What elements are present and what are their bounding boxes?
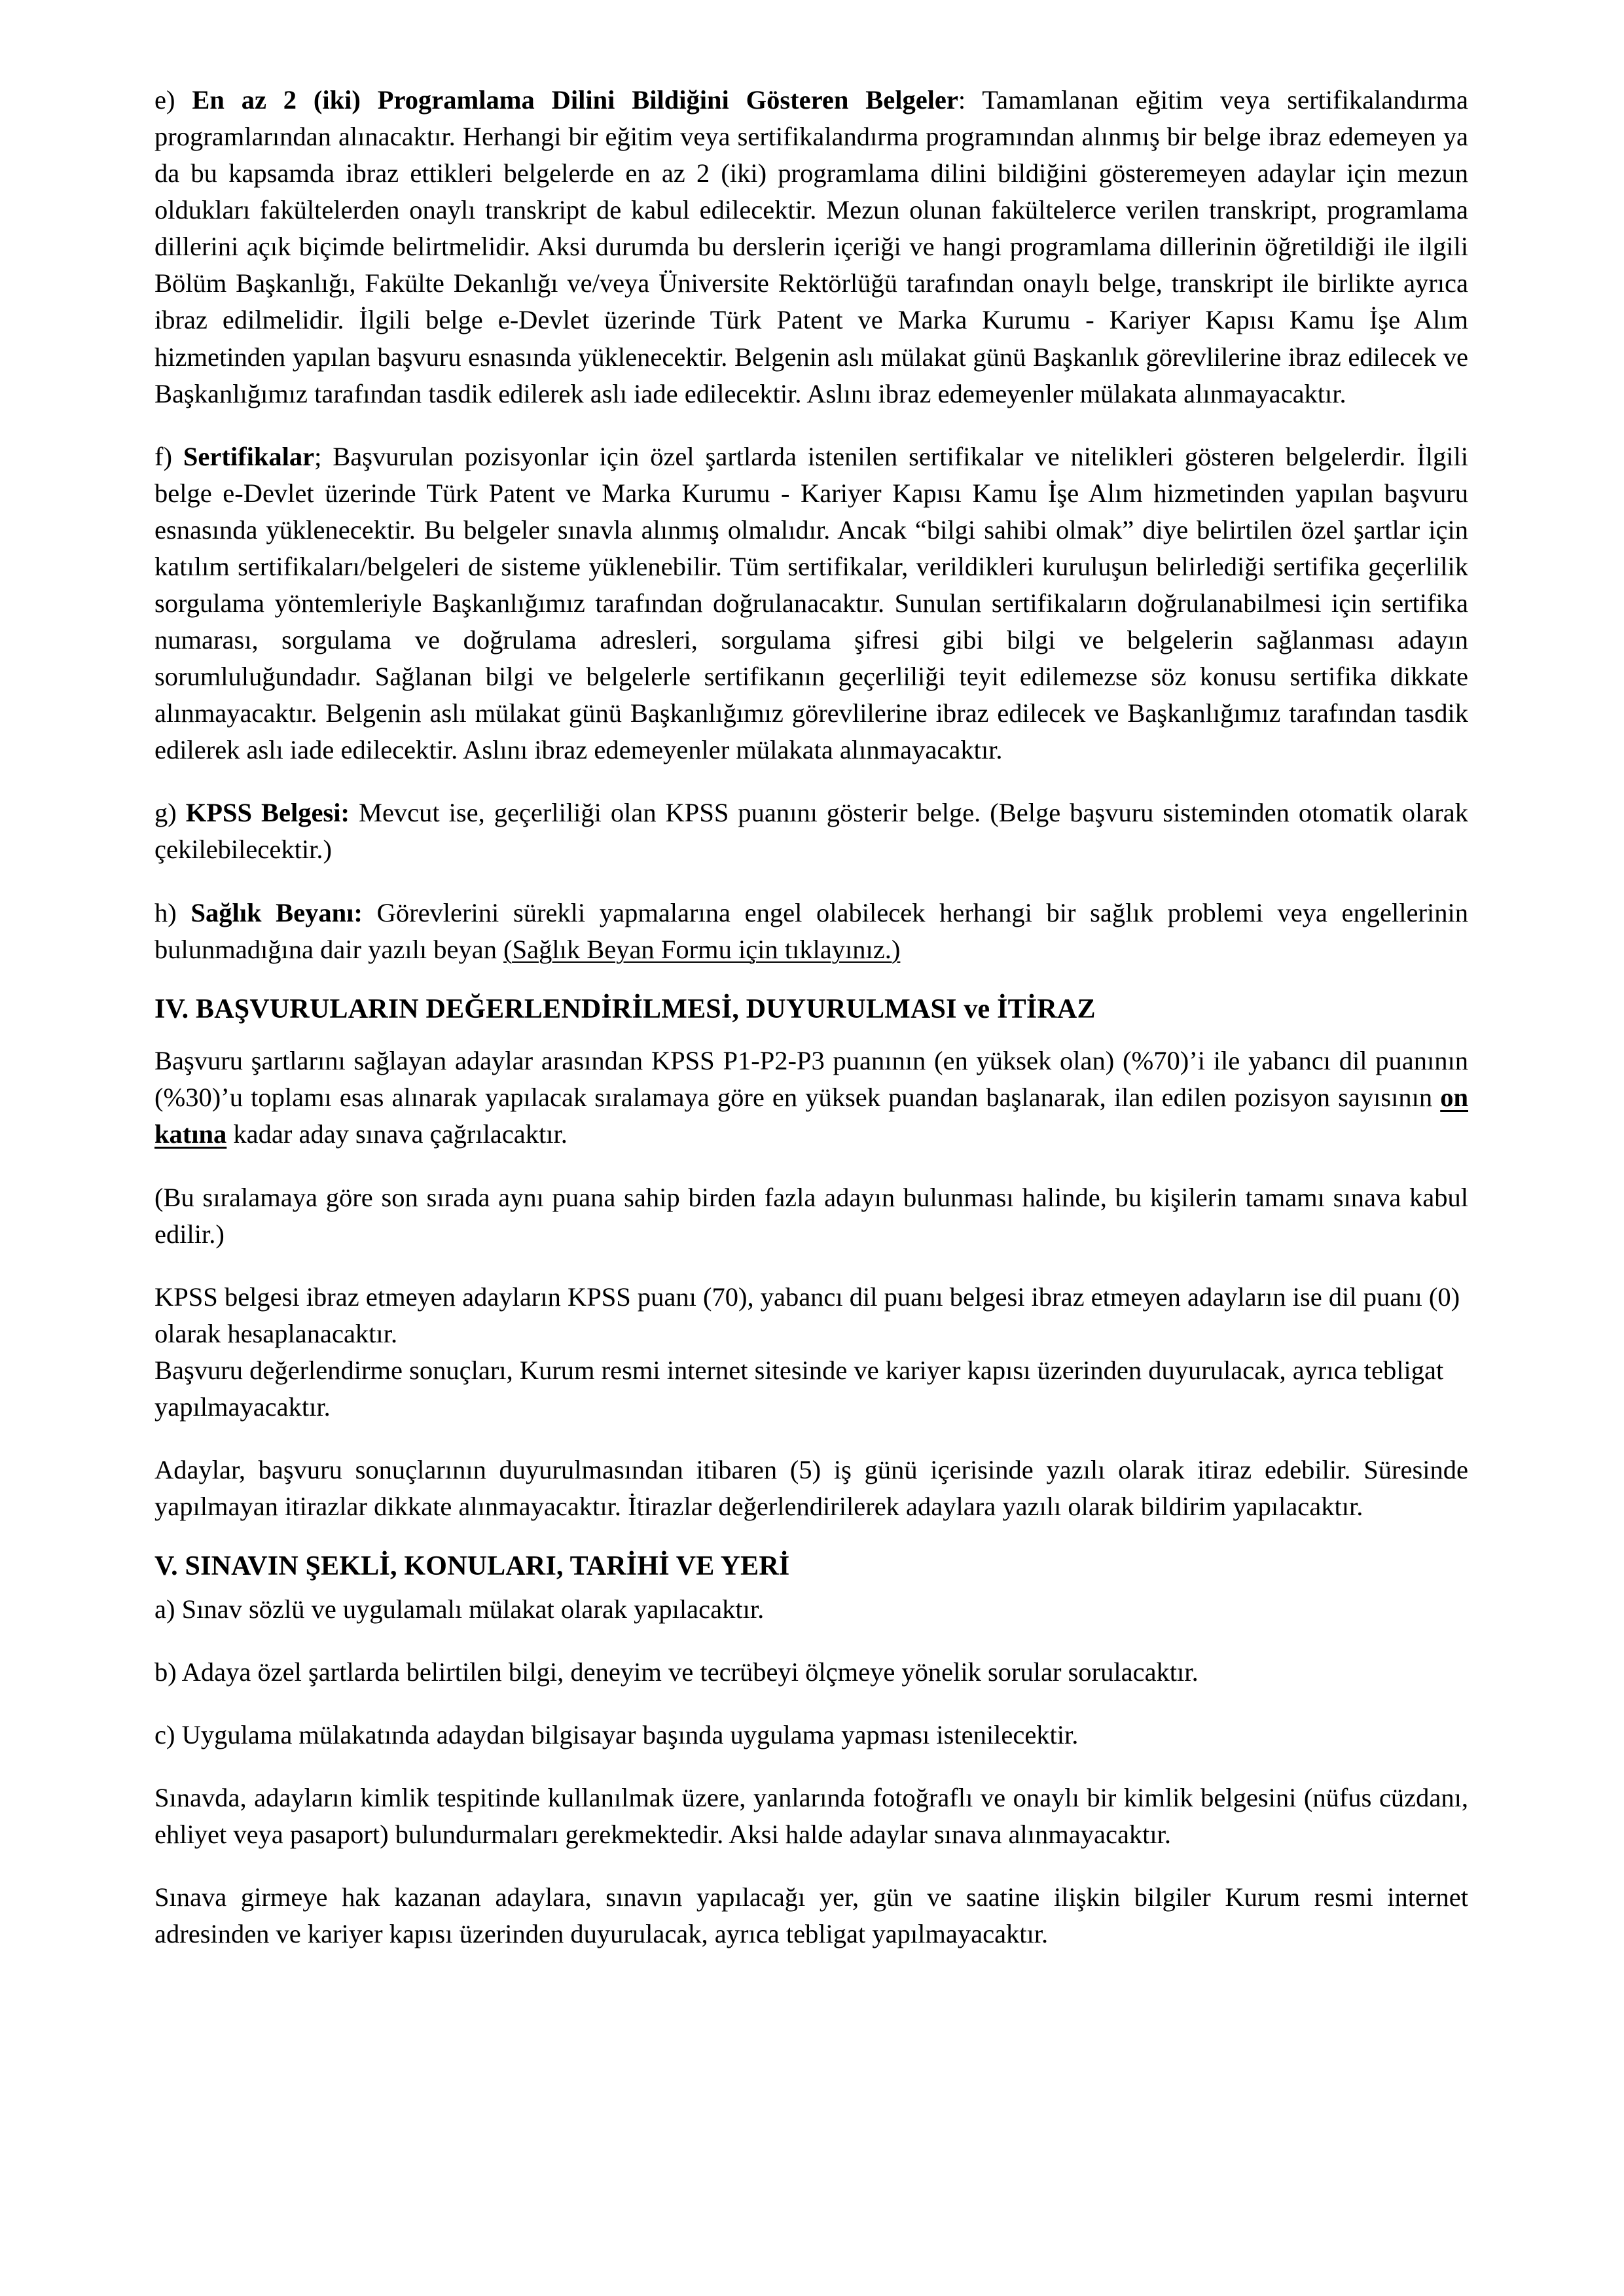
section-v-item-b: b) Adaya özel şartlarda belirtilen bilgi, deneyim ve tecrübeyi ölçmeye yönelik sorular sorulacaktır. [154,1657,1199,1687]
item-e-bold-lead: En az 2 (iki) Programlama Dilini Bildiğini Gösteren Belgeler [192,85,958,115]
item-e-body: : Tamamlanan eğitim veya sertifikalandırma programlarından alınacaktır. Herhangi bir eğitim veya sertifikalandırma programından alınmış bir belge ibraz edemeyen ya da bu kapsamda ibraz ettikleri belgelerde en az 2 (iki) programlama dilini bildiğini gösteremeyen adaylar için mezun oldukları fakültelerden onaylı transkript de kabul edilecektir. Mezun olunan fakültelerce verilen transkript, programlama dillerini açık biçimde belirtmelidir. Aksi durumda bu derslerin içeriği ve hangi programlama dillerinin öğretildiği ile ilgili Bölüm Başkanlığı, Fakülte Dekanlığı ve/veya Üniversite Rektörlüğü tarafından onaylı belge, transkript ile birlikte ayrıca ibraz edilmelidir. İlgili belge e-Devlet üzerinde Türk Patent ve Marka Kurumu - Kariyer Kapısı Kamu İşe Alım hizmetinden yapılan başvuru esnasında yüklenecektir. Belgenin aslı mülakat günü Başkanlık görevlilerine ibraz edilecek ve Başkanlığımız tarafından tasdik edilerek aslı iade edilecektir. Aslını ibraz edemeyenler mülakata alınmayacaktır. [154,85,1468,408]
spacer [154,1870,1468,1879]
section-iv-paragraph-2: (Bu sıralamaya göre son sırada aynı puana sahip birden fazla adayın bulunması halinde, bu kişilerin tamamı sınava kabul edilir.) [154,1182,1468,1249]
section-v-paragraph-2: Sınava girmeye hak kazanan adaylara, sınavın yapılacağı yer, gün ve saatine ilişkin bilgiler Kurum resmi internet adresinden ve kariyer kapısı üzerinden duyurulacak, ayrıca tebligat yapılmayacaktır. [154,1882,1468,1949]
spacer [154,1170,1468,1179]
section-iv-p1-before: Başvuru şartlarını sağlayan adaylar arasından KPSS P1-P2-P3 puanının (en yüksek olan) (%70)’i ile yabancı dil puanının (%30)’u toplamı esas alınarak yapılacak sıralamaya göre en yüksek puandan başlanarak, ilan edilen pozisyon sayısının [154,1046,1468,1113]
item-h-marker: h) [154,897,177,927]
item-h-bold-lead: Sağlık Beyanı: [190,897,363,927]
section-iv-paragraph-1 [154,1043,1468,1153]
spacer [154,1270,1468,1279]
section-heading-iv: IV. BAŞVURULARIN DEĞERLENDİRİLMESİ, DUYURULMASI ve İTİRAZ [154,994,1096,1024]
paragraph-item-e [154,82,1468,412]
item-g-body: Mevcut ise, geçerliliği olan KPSS puanını gösterir belge. (Belge başvuru sisteminden otomatik olarak çekilebilecektir.) [154,798,1469,865]
item-g-bold-lead: KPSS Belgesi: [185,798,350,828]
section-iv-paragraph-3: KPSS belgesi ibraz etmeyen adayların KPSS puanı (70), yabancı dil puanı belgesi ibraz etmeyen adayların ise dil puanı (0) olarak hesaplanacaktır. [154,1282,1460,1348]
spacer [154,1708,1468,1717]
section-v-item-c: c) Uygulama mülakatında adaydan bilgisayar başında uygulama yapması istenilecektir. [154,1719,1079,1749]
spacer [154,886,1468,895]
spacer [154,785,1468,795]
section-iv-p1-after: kadar aday sınava çağrılacaktır. [226,1119,568,1149]
section-iv-paragraph-4: Başvuru değerlendirme sonuçları, Kurum resmi internet sitesinde ve kariyer kapısı üzerinden duyurulacak, ayrıca tebligat yapılmayacaktır. [154,1355,1444,1422]
paragraph-item-g [154,795,1468,868]
spacer [154,1645,1468,1654]
section-iv-paragraph-5: Adaylar, başvuru sonuçlarının duyurulmasından itibaren (5) iş günü içerisinde yazılı olarak itiraz edebilir. Süresinde yapılmayan itirazlar dikkate alınmayacaktır. İtirazlar değerlendirilerek adaylara yazılı olarak bildirim yapılacaktır. [154,1455,1468,1522]
item-f-body: ; Başvurulan pozisyonlar için özel şartlarda istenilen sertifikalar ve nitelikleri gösteren belgelerdir. İlgili belge e-Devlet üzerinde Türk Patent ve Marka Kurumu - Kariyer Kapısı Kamu İşe Alım hizmetinden yapılan başvuru esnasında yüklenecektir. Bu belgeler sınavla alınmış olmalıdır. Ancak “bilgi sahibi olmak” diye belirtilen özel şartlar için katılım sertifikaları/belgeleri de sisteme yüklenebilir. Tüm sertifikalar, verildikleri kuruluşun belirlediği sertifika geçerlilik sorgulama yöntemleriyle Başkanlığımız tarafından doğrulanacaktır. Sunulan sertifikaların doğrulanabilmesi için sertifika numarası, sorgulama ve doğrulama adresleri, sorgulama şifresi gibi bilgi ve belgelerin sağlanması adayın sorumluluğundadır. Sağlanan bilgi ve belgelerle sertifikanın geçerliliği teyit edilemezse söz konusu sertifika dikkate alınmayacaktır. Belgenin aslı mülakat günü Başkanlığımız görevlilerine ibraz edilecek ve Başkanlığımız tarafından tasdik edilerek aslı iade edilecektir. Aslını ibraz edemeyenler mülakata alınmayacaktır. [154,441,1468,765]
item-g-marker: g) [154,798,177,828]
spacer [154,1770,1468,1780]
saglik-beyan-formu-link[interactable]: (Sağlık Beyan Formu için tıklayınız.) [503,934,901,964]
item-e-marker: e) [154,85,175,115]
section-heading-v: V. SINAVIN ŞEKLİ, KONULARI, TARİHİ VE YERİ [154,1551,790,1582]
spacer [154,429,1468,439]
section-v-item-a: a) Sınav sözlü ve uygulamalı mülakat olarak yapılacaktır. [154,1594,765,1624]
section-iv-p1-emphasis: on katına [154,1083,1468,1149]
section-v-paragraph-1: Sınavda, adayların kimlik tespitinde kullanılmak üzere, yanlarında fotoğraflı ve onaylı bir kimlik belgesini (nüfus cüzdanı, ehliyet veya pasaport) bulundurmaları gerekmektedir. Aksi halde adaylar sınava alınmayacaktır. [154,1783,1468,1850]
item-f-marker: f) [154,441,172,471]
item-f-bold-lead: Sertifikalar [183,441,315,471]
paragraph-item-f [154,439,1468,769]
paragraph-item-h [154,895,1468,968]
spacer [154,1443,1468,1452]
item-h-body: Görevlerini sürekli yapmalarına engel olabilecek herhangi bir sağlık problemi veya engellerinin bulunmadığına dair yazılı beyan [154,897,1469,964]
